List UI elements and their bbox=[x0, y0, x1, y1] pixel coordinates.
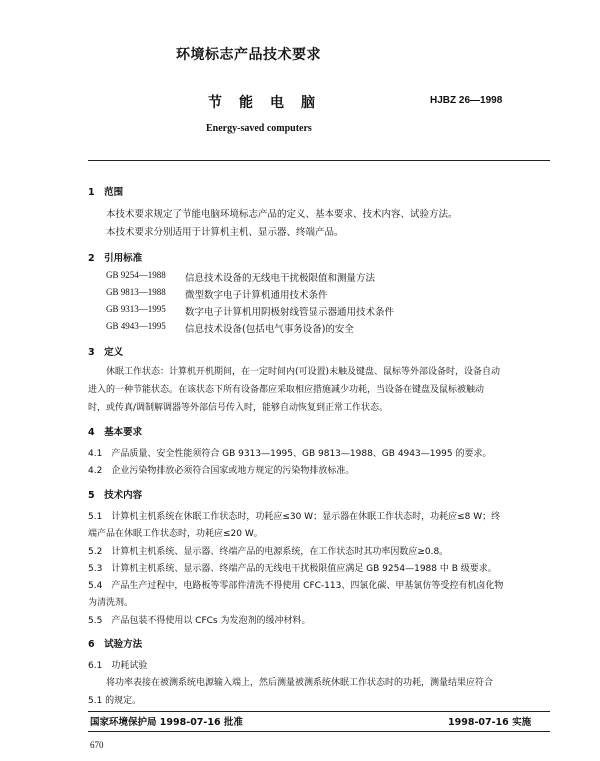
section-heading-basic-requirements: 4 基本要求 bbox=[88, 427, 143, 438]
paragraph-line: 5.1 的规定。 bbox=[88, 696, 142, 706]
reference-code: GB 9813—1988 bbox=[106, 287, 166, 297]
standard-series-title: 环境标志产品技术要求 bbox=[176, 47, 321, 63]
clause-line: 为清洗剂。 bbox=[88, 598, 134, 608]
paragraph-line: 时，或传真/调制解调器等外部信号传入时，能够自动恢复到正常工作状态。 bbox=[88, 403, 389, 413]
reference-code: GB 9254—1988 bbox=[106, 270, 166, 280]
document-title: 节能电脑 bbox=[208, 95, 332, 111]
standard-number: HJBZ 26—1998 bbox=[430, 95, 503, 106]
footer-divider-top bbox=[88, 711, 550, 712]
section-heading-test-methods: 6 试验方法 bbox=[88, 639, 143, 650]
effective-date-note: 1998-07-16 实施 bbox=[448, 717, 532, 728]
reference-title: 微型数字电子计算机通用技术条件 bbox=[185, 290, 328, 301]
paragraph-line: 本技术要求规定了节能电脑环境标志产品的定义、基本要求、技术内容、试验方法。 bbox=[106, 209, 458, 220]
reference-title: 信息技术设备(包括电气事务设备)的安全 bbox=[185, 324, 354, 335]
subsection-heading: 6.1 功耗试验 bbox=[88, 661, 148, 671]
section-heading-technical-content: 5 技术内容 bbox=[88, 490, 143, 501]
clause-line: 5.2 计算机主机系统、显示器、终端产品的电源系统，在工作状态时其功率因数应≥0.8。 bbox=[88, 547, 449, 557]
clause-line: 5.3 计算机主机系统、显示器、终端产品的无线电干扰极限值应满足 GB 9254—1988 中 B 级要求。 bbox=[88, 564, 497, 574]
clause-line: 5.1 计算机主机系统在休眠工作状态时，功耗应≤30 W；显示器在休眠工作状态时，功耗应≤8 W；终 bbox=[88, 512, 501, 522]
section-heading-scope: 1 范围 bbox=[88, 187, 124, 198]
section-heading-references: 2 引用标准 bbox=[88, 253, 143, 264]
clause-line: 端产品在休眠工作状态时，功耗应≤20 W。 bbox=[88, 529, 263, 539]
paragraph-line: 进入的一种节能状态。在该状态下所有设备都应采取相应措施减少功耗，当设备在键盘及鼠标被触动 bbox=[88, 385, 485, 395]
clause-line: 4.2 企业污染物排放必须符合国家或地方规定的污染物排放标准。 bbox=[88, 466, 355, 476]
reference-title: 数字电子计算机用阴极射线管显示器通用技术条件 bbox=[185, 307, 395, 318]
approval-note: 国家环境保护局 1998-07-16 批准 bbox=[90, 717, 243, 728]
clause-line: 5.4 产品生产过程中，电路板等零部件清洗不得使用 CFC-113、四氯化碳、甲基氯仿等受控有机卤化物 bbox=[88, 581, 504, 591]
document-title-english: Energy-saved computers bbox=[206, 123, 312, 134]
header-divider bbox=[88, 160, 550, 161]
paragraph-line: 将功率表接在被测系统电源输入端上，然后测量被测系统休眠工作状态时的功耗，测量结果应符合 bbox=[106, 678, 494, 688]
clause-line: 4.1 产品质量、安全性能须符合 GB 9313—1995、GB 9813—1988、GB 4943—1995 的要求。 bbox=[88, 449, 492, 459]
paragraph-line: 本技术要求分别适用于计算机主机、显示器、终端产品。 bbox=[106, 227, 344, 238]
reference-code: GB 4943—1995 bbox=[106, 321, 166, 331]
clause-line: 5.5 产品包装不得使用以 CFCs 为发泡剂的缓冲材料。 bbox=[88, 616, 311, 626]
page-number: 670 bbox=[90, 740, 104, 750]
reference-title: 信息技术设备的无线电干扰极限值和测量方法 bbox=[185, 273, 376, 284]
reference-code: GB 9313—1995 bbox=[106, 304, 166, 314]
footer-divider-bottom bbox=[88, 731, 550, 732]
section-heading-definitions: 3 定义 bbox=[88, 347, 124, 358]
paragraph-line: 休眠工作状态：计算机开机期间，在一定时间内(可设置)未触及键盘、鼠标等外部设备时，设备自动 bbox=[106, 367, 501, 377]
